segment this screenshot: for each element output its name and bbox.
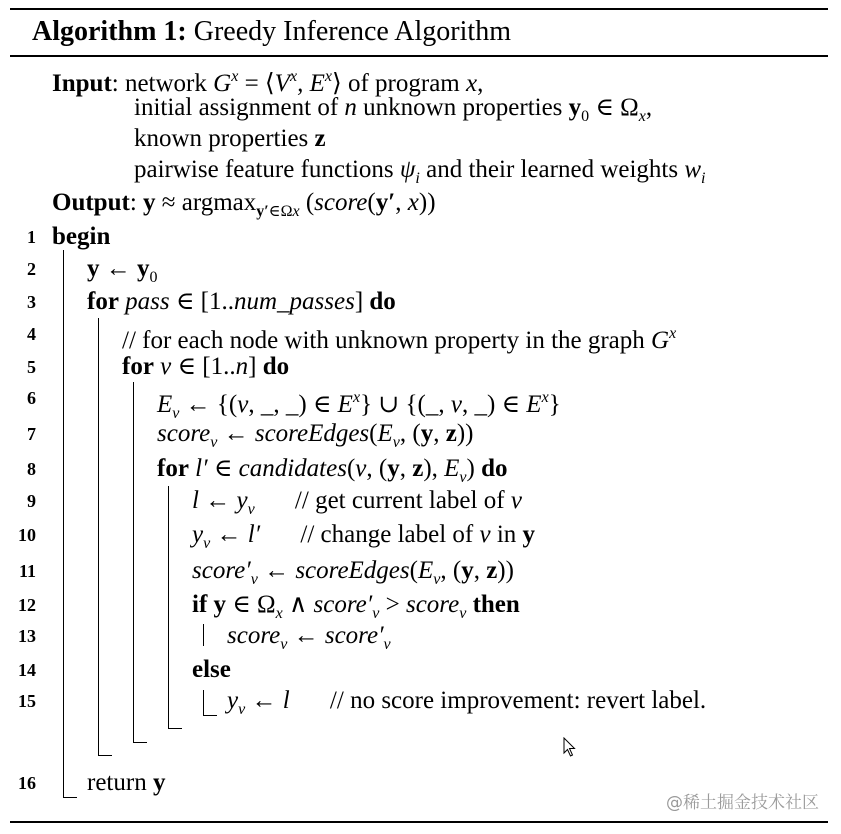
watermark: @稀土掘金技术社区 [666,793,819,813]
block-line-for-pass [98,318,99,756]
math-score: (score(y′, x)) [305,189,436,216]
algorithm-label: Algorithm 1: [32,16,187,47]
block-end-else [203,715,217,716]
comment: // change label of [300,521,474,548]
output-line: Output: y ≈ argmax$_{y'\in\Omega x}$ (score(y′, x)) [52,189,436,220]
algorithm-title [32,14,511,50]
block-end-for-candidates [168,728,182,729]
keyword-then: then [472,591,520,618]
keyword-begin: begin [52,223,111,250]
comment: // for each node with unknown property in the graph [122,327,645,354]
title-rule [10,55,828,57]
block-line-then [203,624,204,646]
math-y: y [143,189,156,216]
keyword-return: return [87,769,147,796]
line-number: 7 [27,424,36,444]
comment: // get current label of [294,487,505,514]
keyword-do: do [369,288,396,315]
code-line-4: // for each node with unknown property in the graph $G^x$ [122,325,677,354]
block-line-for-v [133,382,134,743]
line-number: 8 [27,459,36,479]
code-line-14 [192,655,231,685]
line-number: 2 [27,259,36,279]
code-line-16: return y [87,769,166,796]
input-text: of program [347,70,460,97]
algorithm-name: Greedy Inference Algorithm [193,16,511,47]
math-x: x [466,70,478,97]
code-line-15: $y_v$ ← l // no score improvement: revert label. [227,687,707,718]
keyword-for: for [157,455,189,482]
line-number: 14 [18,660,36,680]
code-line-9: l ← $y_v$ // get current label of v [192,487,522,518]
code-line-5: for v ∈ [1..n] do [122,353,290,380]
code-line-10: $y_v$ ← l′ // change label of v in y [192,521,536,552]
code-line-11: $score'_v$ ← $scoreEdges(E_v$, (y, z)) [192,557,514,588]
line-number: 16 [18,773,36,793]
bottom-rule [10,821,828,823]
keyword-for: for [122,353,154,380]
code-line-3: for pass ∈ [1..num_passes] do [87,288,396,315]
block-line-for-candidates [168,486,169,729]
input-line-1: Input: network $G^x$ = $⟨V^x$, $E^x⟩$ of program x, [52,68,484,97]
code-line-1 [52,222,110,252]
line-number: 13 [18,626,36,646]
line-number: 15 [18,691,36,711]
input-text: known properties [134,125,309,152]
math-w: $w_i$ [684,156,706,187]
block-end-begin [63,797,77,798]
math-z: z [314,125,326,152]
line-number: 12 [18,595,36,615]
math-y0: $y_0$ ∈ $\Omega_x$ [568,94,646,125]
top-rule [10,8,828,10]
input-line-2: initial assignment of n unknown properties $y_0$ ∈ $\Omega_x$, [134,94,653,125]
input-text: : network [111,70,207,97]
input-line-3 [134,124,326,154]
math-n: n [344,94,357,121]
code-line-12: if y ∈ $\Omega_x$ ∧ $score'_v$ > score$_v$ then [192,591,520,622]
line-number: 5 [27,357,36,377]
block-line-begin [63,250,64,798]
keyword-do: do [481,455,508,482]
line-number: 6 [27,388,36,408]
keyword-if: if [192,591,208,618]
line-number: 4 [27,324,36,344]
keyword-do: do [262,353,290,380]
input-text: initial assignment of [134,94,339,121]
line-number: 10 [18,525,36,545]
input-text: and their learned weights [426,156,679,183]
code-line-13: score$_v$ ← $score'_v$ [227,622,391,653]
block-end-for-v [133,742,147,743]
comment: in [496,521,517,548]
line-number: 1 [27,227,36,247]
math-psi: $\psi_i$ [399,156,420,187]
mouse-cursor-icon [563,737,577,757]
block-line-else [203,690,204,716]
comment: // no score improvement: revert label. [329,687,707,714]
block-end-for-pass [98,755,112,756]
output-label: Output [52,189,130,216]
line-number: 11 [18,561,36,581]
input-text: unknown properties [363,94,563,121]
keyword-else: else [192,656,231,683]
code-line-8: for l′ ∈ candidates(v, (y, z), $E_v$) do [157,455,508,486]
math-graph: $G^x$ = $⟨V^x$, $E^x⟩$ [213,68,342,97]
input-text: pairwise feature functions [134,156,394,183]
line-number: 9 [27,491,36,511]
code-line-6: $E_v$ ← {(v, _, _) ∈ $E^x$} ∪ {(_, v, _) ∈ $E^x$} [157,389,561,422]
line-number: 3 [27,292,36,312]
input-label: Input [52,70,112,97]
code-line-2: y ← $y_0$ [87,255,158,286]
keyword-for: for [87,288,119,315]
code-line-7: score$_v$ ← $scoreEdges(E_v$, (y, z)) [157,420,474,451]
